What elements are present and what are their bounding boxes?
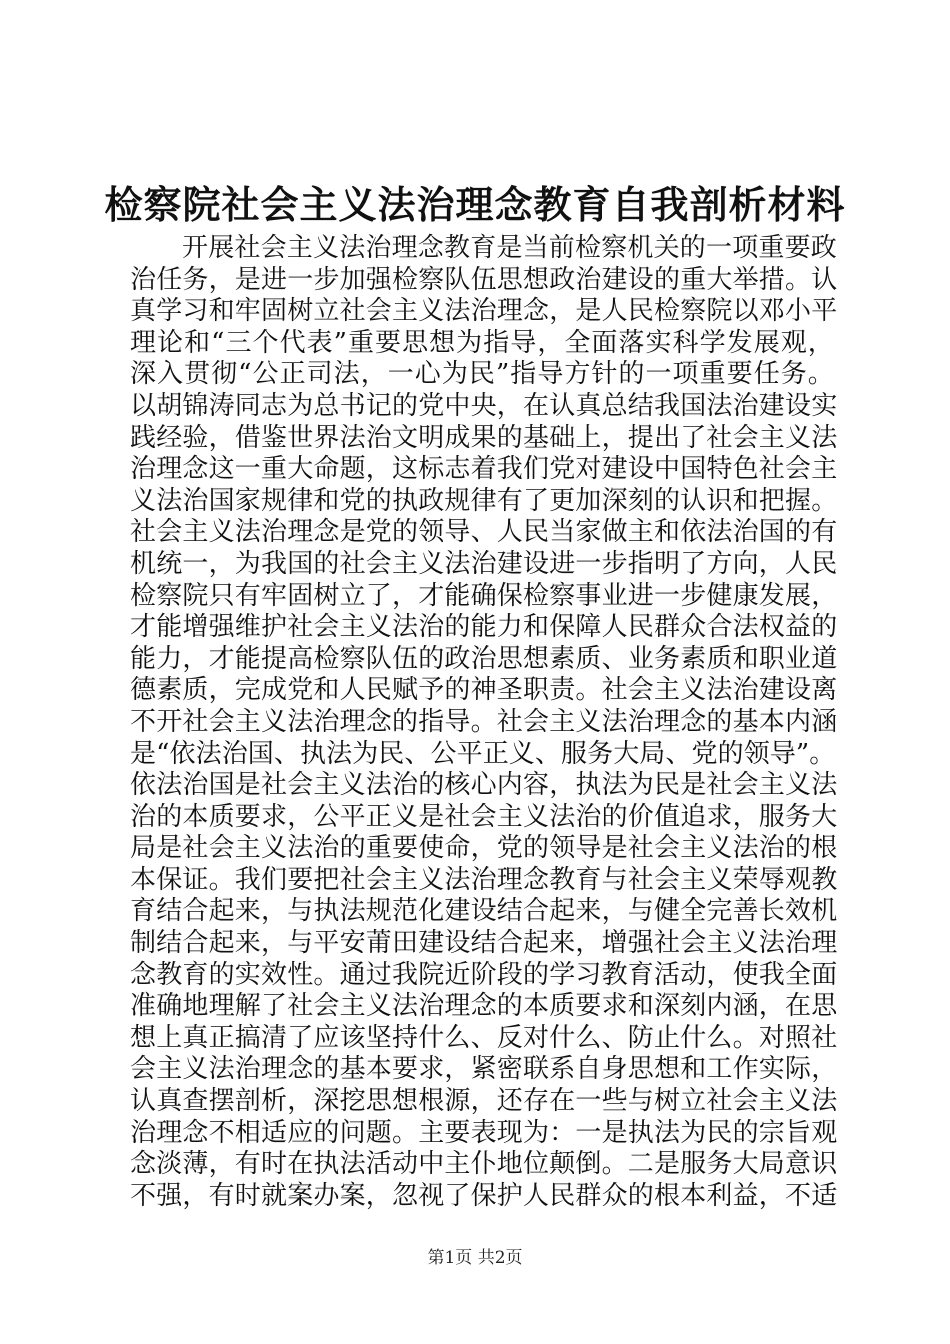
paragraph-line: 想上真正搞清了应该坚持什么、反对什么、防止什么。对照社 <box>130 1022 838 1053</box>
paragraph-line: 践经验，借鉴世界法治文明成果的基础上，提出了社会主义法 <box>130 422 838 453</box>
paragraph-line: 会主义法治理念的基本要求，紧密联系自身思想和工作实际， <box>130 1054 838 1085</box>
paragraph-line: 是“依法治国、执法为民、公平正义、服务大局、党的领导”。 <box>130 738 836 769</box>
paragraph-line: 能力，才能提高检察队伍的政治思想素质、业务素质和职业道 <box>130 643 838 674</box>
document-body <box>130 233 838 1212</box>
paragraph-line: 治理念不相适应的问题。主要表现为：一是执法为民的宗旨观 <box>130 1117 838 1148</box>
paragraph-line: 社会主义法治理念是党的领导、人民当家做主和依法治国的有 <box>130 517 838 548</box>
paragraph-line: 育结合起来，与执法规范化建设结合起来，与健全完善长效机 <box>130 896 838 927</box>
paragraph-line: 制结合起来，与平安莆田建设结合起来，增强社会主义法治理 <box>130 928 838 959</box>
paragraph-line: 治任务，是进一步加强检察队伍思想政治建设的重大举措。认 <box>130 264 838 295</box>
paragraph-line: 机统一，为我国的社会主义法治建设进一步指明了方向，人民 <box>130 548 838 579</box>
paragraph-line: 开展社会主义法治理念教育是当前检察机关的一项重要政 <box>182 233 838 263</box>
paragraph-line: 检察院只有牢固树立了，才能确保检察事业进一步健康发展， <box>130 580 838 611</box>
paragraph-line: 治的本质要求，公平正义是社会主义法治的价值追求，服务大 <box>130 801 838 832</box>
paragraph-line: 真学习和牢固树立社会主义法治理念，是人民检察院以邓小平 <box>130 296 838 327</box>
page-number-footer: 第1页 共2页 <box>427 1248 523 1268</box>
paragraph-line: 治理念这一重大命题，这标志着我们党对建设中国特色社会主 <box>130 454 838 485</box>
paragraph-line: 依法治国是社会主义法治的核心内容，执法为民是社会主义法 <box>130 770 838 801</box>
paragraph-line: 认真查摆剖析，深挖思想根源，还存在一些与树立社会主义法 <box>130 1086 838 1117</box>
paragraph-line: 以胡锦涛同志为总书记的党中央，在认真总结我国法治建设实 <box>130 390 838 421</box>
paragraph-line: 念教育的实效性。通过我院近阶段的学习教育活动，使我全面 <box>130 959 838 990</box>
paragraph-line: 义法治国家规律和党的执政规律有了更加深刻的认识和把握。 <box>130 485 838 516</box>
paragraph-line: 才能增强维护社会主义法治的能力和保障人民群众合法权益的 <box>130 612 838 643</box>
document-title: 检察院社会主义法治理念教育自我剖析材料 <box>104 182 846 227</box>
paragraph-line: 理论和“三个代表”重要思想为指导，全面落实科学发展观， <box>130 327 834 358</box>
paragraph-line: 深入贯彻“公正司法，一心为民”指导方针的一项重要任务。 <box>130 359 834 390</box>
paragraph-line: 准确地理解了社会主义法治理念的本质要求和深刻内涵，在思 <box>130 991 838 1022</box>
paragraph-line: 念淡薄，有时在执法活动中主仆地位颠倒。二是服务大局意识 <box>130 1149 838 1180</box>
paragraph-line: 德素质，完成党和人民赋予的神圣职责。社会主义法治建设离 <box>130 675 838 706</box>
paragraph-line: 不开社会主义法治理念的指导。社会主义法治理念的基本内涵 <box>130 706 838 737</box>
paragraph-line: 局是社会主义法治的重要使命，党的领导是社会主义法治的根 <box>130 833 838 864</box>
paragraph-line: 本保证。我们要把社会主义法治理念教育与社会主义荣辱观教 <box>130 864 838 895</box>
paragraph-line: 不强，有时就案办案，忽视了保护人民群众的根本利益，不适 <box>130 1180 838 1211</box>
